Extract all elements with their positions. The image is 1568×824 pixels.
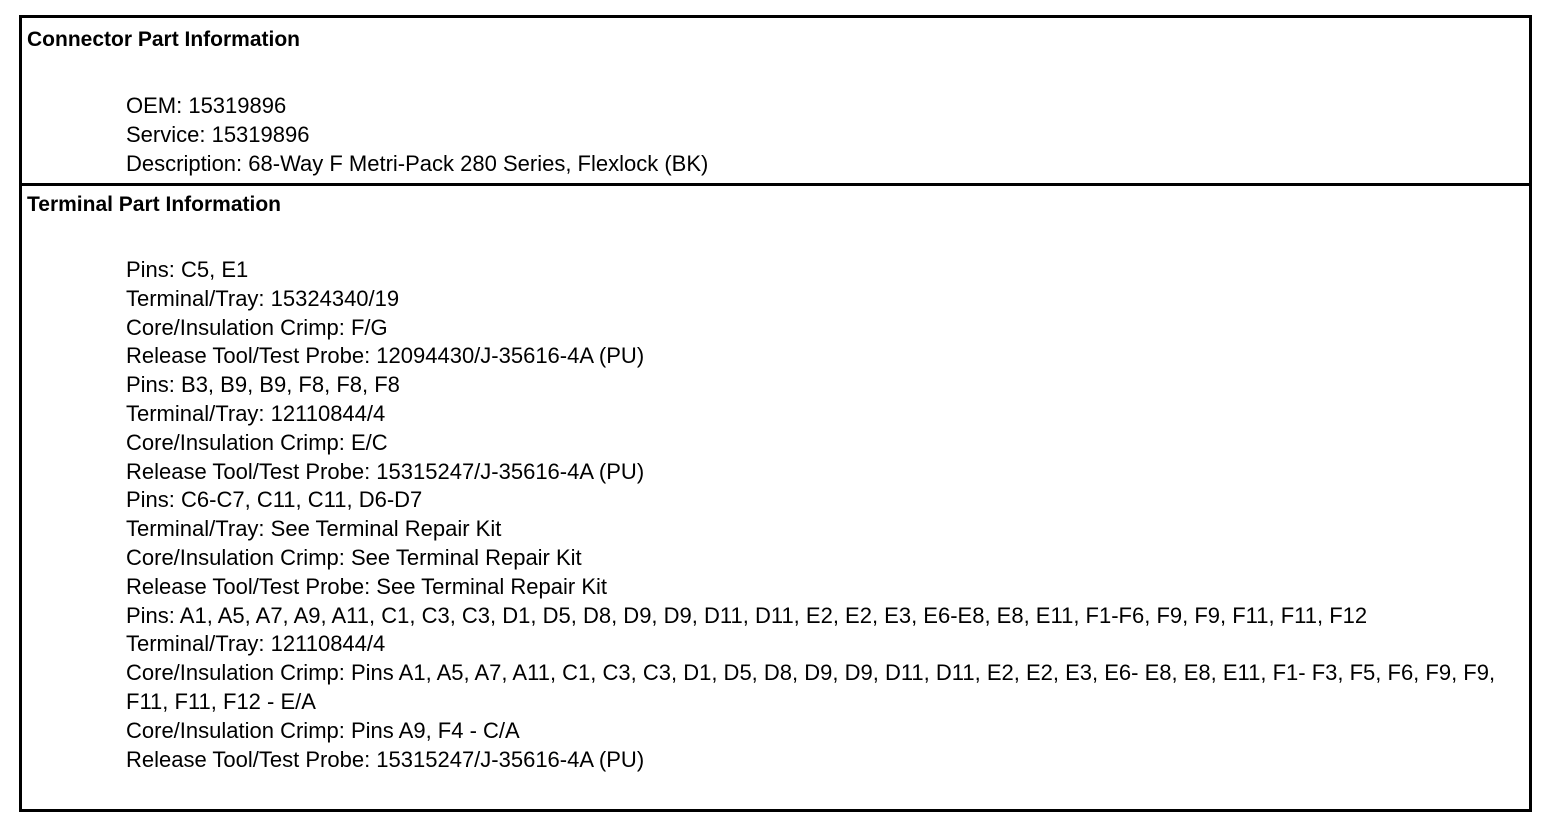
part-information-table — [19, 15, 1532, 812]
terminal-tray-line: Terminal/Tray: 12110844/4 — [126, 631, 386, 657]
service-line: Service: 15319896 — [126, 121, 310, 147]
pins-line: Pins: A1, A5, A7, A9, A11, C1, C3, C3, D1, D5, D8, D9, D9, D11, D11, E2, E2, E3, E6-E8, E8, E11, F1-F6, F9, F9, F11, F11, F12 — [126, 602, 1368, 628]
connector-section-title: Connector Part Information — [27, 28, 301, 51]
core-insulation-crimp-line: Core/Insulation Crimp: F/G — [126, 314, 388, 340]
release-tool-line: Release Tool/Test Probe: 12094430/J-35616-4A (PU) — [126, 343, 645, 369]
terminal-tray-line: Terminal/Tray: 15324340/19 — [126, 285, 400, 311]
terminal-section-title: Terminal Part Information — [27, 193, 281, 216]
pins-line: Pins: C5, E1 — [126, 257, 249, 282]
connector-detail-list — [126, 92, 1515, 178]
release-tool-line: Release Tool/Test Probe: 15315247/J-35616-4A (PU) — [126, 746, 645, 772]
pins-line: Pins: C6-C7, C11, C11, D6-D7 — [126, 487, 423, 513]
core-insulation-crimp-line: Core/Insulation Crimp: E/C — [126, 429, 388, 455]
description-line: Description: 68-Way F Metri-Pack 280 Series, Flexlock (BK) — [126, 150, 709, 176]
pins-line: Pins: B3, B9, B9, F8, F8, F8 — [126, 372, 400, 398]
terminal-part-section — [22, 183, 1529, 809]
terminal-tray-line: Terminal/Tray: See Terminal Repair Kit — [126, 516, 502, 542]
connector-part-section — [22, 18, 1529, 183]
oem-line: OEM: 15319896 — [126, 93, 287, 118]
release-tool-line: Release Tool/Test Probe: See Terminal Repair Kit — [126, 573, 607, 599]
release-tool-line: Release Tool/Test Probe: 15315247/J-35616-4A (PU) — [126, 458, 645, 484]
core-insulation-crimp-line: Core/Insulation Crimp: Pins A1, A5, A7, A11, C1, C3, C3, D1, D5, D8, D9, D9, D11, D11, E2, E2, E3, E6- E8, E8, E11, F1- F3, F5, F6, F9, F9, F11, F11, F12 - E/A — [126, 660, 1496, 714]
core-insulation-crimp-line: Core/Insulation Crimp: Pins A9, F4 - C/A — [126, 717, 520, 743]
terminal-detail-list — [126, 256, 1515, 774]
core-insulation-crimp-line: Core/Insulation Crimp: See Terminal Repair Kit — [126, 544, 582, 570]
terminal-tray-line: Terminal/Tray: 12110844/4 — [126, 400, 386, 426]
